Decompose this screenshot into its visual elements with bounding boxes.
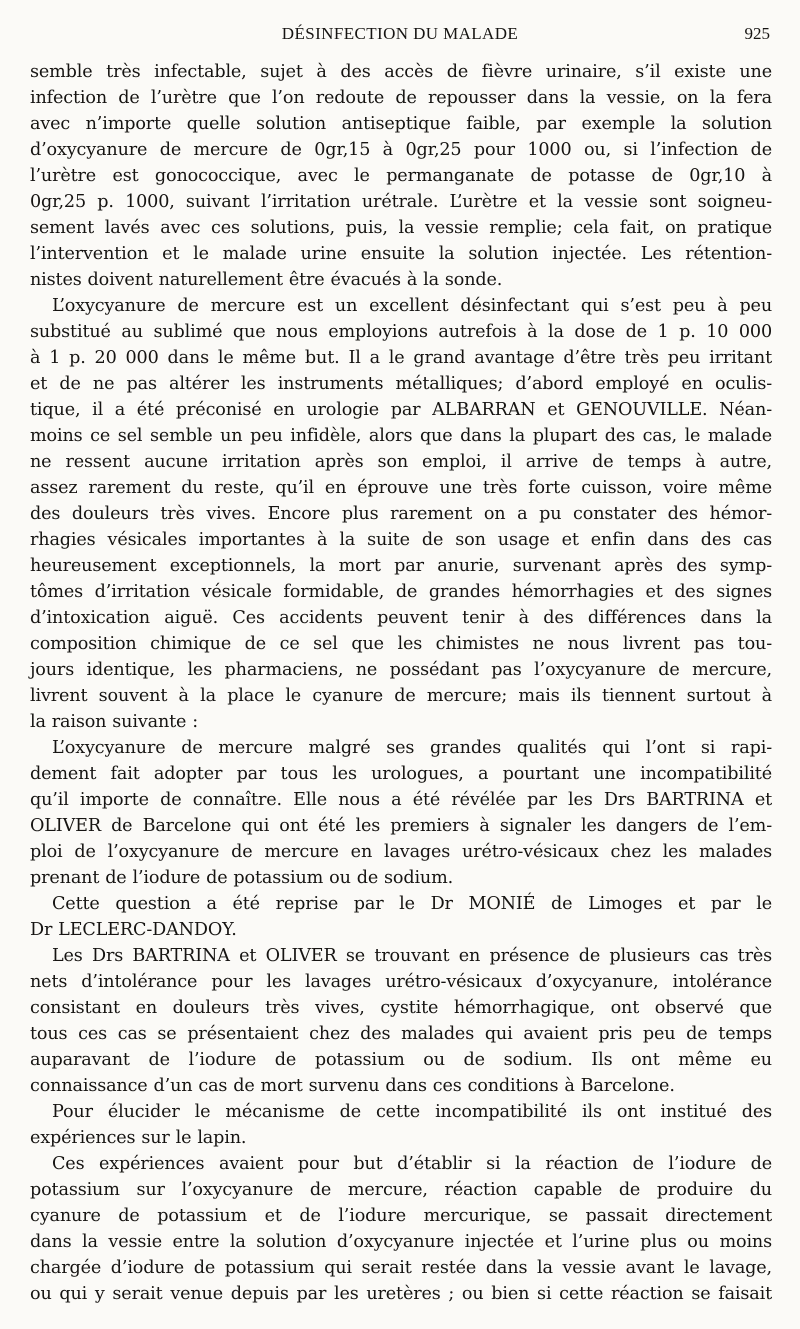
text-line: rhagies vésicales importantes à la suite de son usage et enfin dans des cas	[30, 530, 772, 550]
text-line: semble très infectable, sujet à des accès de fièvre urinaire, s’il existe une	[30, 62, 772, 82]
text-line: Pour élucider le mécanisme de cette incompatibilité ils ont institué des	[52, 1102, 772, 1122]
text-line: et de ne pas altérer les instruments métalliques; d’abord employé en oculis-	[30, 374, 772, 394]
text-line: qu’il importe de connaître. Elle nous a été révélée par les Drs BARTRINA et	[30, 790, 772, 810]
text-line: auparavant de l’iodure de potassium ou de sodium. Ils ont même eu	[30, 1050, 772, 1070]
text-line: moins ce sel semble un peu infidèle, alors que dans la plupart des cas, le malade	[30, 426, 772, 446]
text-line: Dr LECLERC-DANDOY.	[30, 920, 237, 940]
text-line: OLIVER de Barcelone qui ont été les premiers à signaler les dangers de l’em-	[30, 816, 772, 836]
text-line: heureusement exceptionnels, la mort par anurie, survenant après des symp-	[30, 556, 772, 576]
text-line: substitué au sublimé que nous employions autrefois à la dose de 1 p. 10 000	[30, 322, 772, 342]
text-line: dement fait adopter par tous les urologues, a pourtant une incompatibilité	[30, 764, 772, 784]
paragraph	[30, 293, 772, 735]
text-line: livrent souvent à la place le cyanure de mercure; mais ils tiennent surtout à	[30, 686, 772, 706]
text-line: infection de l’urètre que l’on redoute de repousser dans la vessie, on la fera	[30, 88, 772, 108]
page-number: 925	[744, 24, 770, 43]
text-line: d’oxycyanure de mercure de 0gr,15 à 0gr,25 pour 1000 ou, si l’infection de	[30, 140, 772, 160]
text-line: nets d’intolérance pour les lavages urétro-vésicaux d’oxycyanure, intolérance	[30, 972, 772, 992]
text-line: d’intoxication aiguë. Ces accidents peuvent tenir à des différences dans la	[30, 608, 772, 628]
text-line: ne ressent aucune irritation après son emploi, il arrive de temps à autre,	[30, 452, 772, 472]
text-line: ploi de l’oxycyanure de mercure en lavages urétro-vésicaux chez les malades	[30, 842, 772, 862]
text-line: connaissance d’un cas de mort survenu dans ces conditions à Barcelone.	[30, 1076, 675, 1096]
text-line: L’oxycyanure de mercure malgré ses grandes qualités qui l’ont si rapi-	[52, 738, 772, 758]
text-line: Cette question a été reprise par le Dr MONIÉ de Limoges et par le	[52, 894, 772, 914]
running-title: DÉSINFECTION DU MALADE	[281, 24, 519, 43]
text-line: expériences sur le lapin.	[30, 1128, 247, 1148]
text-line: consistant en douleurs très vives, cystite hémorrhagique, ont observé que	[30, 998, 772, 1018]
text-line: prenant de l’iodure de potassium ou de sodium.	[30, 868, 454, 888]
text-line: avec n’importe quelle solution antiseptique faible, par exemple la solution	[30, 114, 772, 134]
text-line: tous ces cas se présentaient chez des malades qui avaient pris peu de temps	[30, 1024, 772, 1044]
text-line: L’oxycyanure de mercure est un excellent désinfectant qui s’est peu à peu	[52, 296, 772, 316]
text-line: tique, il a été préconisé en urologie par ALBARRAN et GENOUVILLE. Néan-	[30, 400, 772, 420]
text-line: composition chimique de ce sel que les chimistes ne nous livrent pas tou-	[30, 634, 772, 654]
text-line: cyanure de potassium et de l’iodure mercurique, se passait directement	[30, 1206, 772, 1226]
text-line: l’urètre est gonococcique, avec le permanganate de potasse de 0gr,10 à	[30, 166, 772, 186]
paragraph	[30, 1099, 772, 1151]
running-head	[30, 24, 770, 48]
text-line: à 1 p. 20 000 dans le même but. Il a le grand avantage d’être très peu irritant	[30, 348, 772, 368]
body-text	[30, 59, 772, 1307]
text-line: Ces expériences avaient pour but d’établir si la réaction de l’iodure de	[52, 1154, 772, 1174]
text-line: tômes d’irritation vésicale formidable, de grandes hémorrhagies et des signes	[30, 582, 772, 602]
text-line: Les Drs BARTRINA et OLIVER se trouvant en présence de plusieurs cas très	[52, 946, 772, 966]
paragraph	[30, 1151, 772, 1307]
paragraph	[30, 943, 772, 1099]
text-line: assez rarement du reste, qu’il en éprouve une très forte cuisson, voire même	[30, 478, 772, 498]
text-line: sement lavés avec ces solutions, puis, la vessie remplie; cela fait, on pratique	[30, 218, 772, 238]
text-line: ou qui y serait venue depuis par les uretères ; ou bien si cette réaction se faisait	[30, 1284, 772, 1304]
text-line: 0gr,25 p. 1000, suivant l’irritation urétrale. L’urètre et la vessie sont soigneu-	[30, 192, 772, 212]
paragraph	[30, 59, 772, 293]
text-line: l’intervention et le malade urine ensuite la solution injectée. Les rétention-	[30, 244, 772, 264]
text-line: jours identique, les pharmaciens, ne possédant pas l’oxycyanure de mercure,	[30, 660, 772, 680]
paragraph	[30, 891, 772, 943]
text-line: chargée d’iodure de potassium qui serait restée dans la vessie avant le lavage,	[30, 1258, 772, 1278]
paragraph	[30, 735, 772, 891]
text-line: dans la vessie entre la solution d’oxycyanure injectée et l’urine plus ou moins	[30, 1232, 772, 1252]
text-line: la raison suivante :	[30, 712, 199, 732]
text-line: des douleurs très vives. Encore plus rarement on a pu constater des hémor-	[30, 504, 772, 524]
text-line: nistes doivent naturellement être évacués à la sonde.	[30, 270, 503, 290]
text-line: potassium sur l’oxycyanure de mercure, réaction capable de produire du	[30, 1180, 772, 1200]
